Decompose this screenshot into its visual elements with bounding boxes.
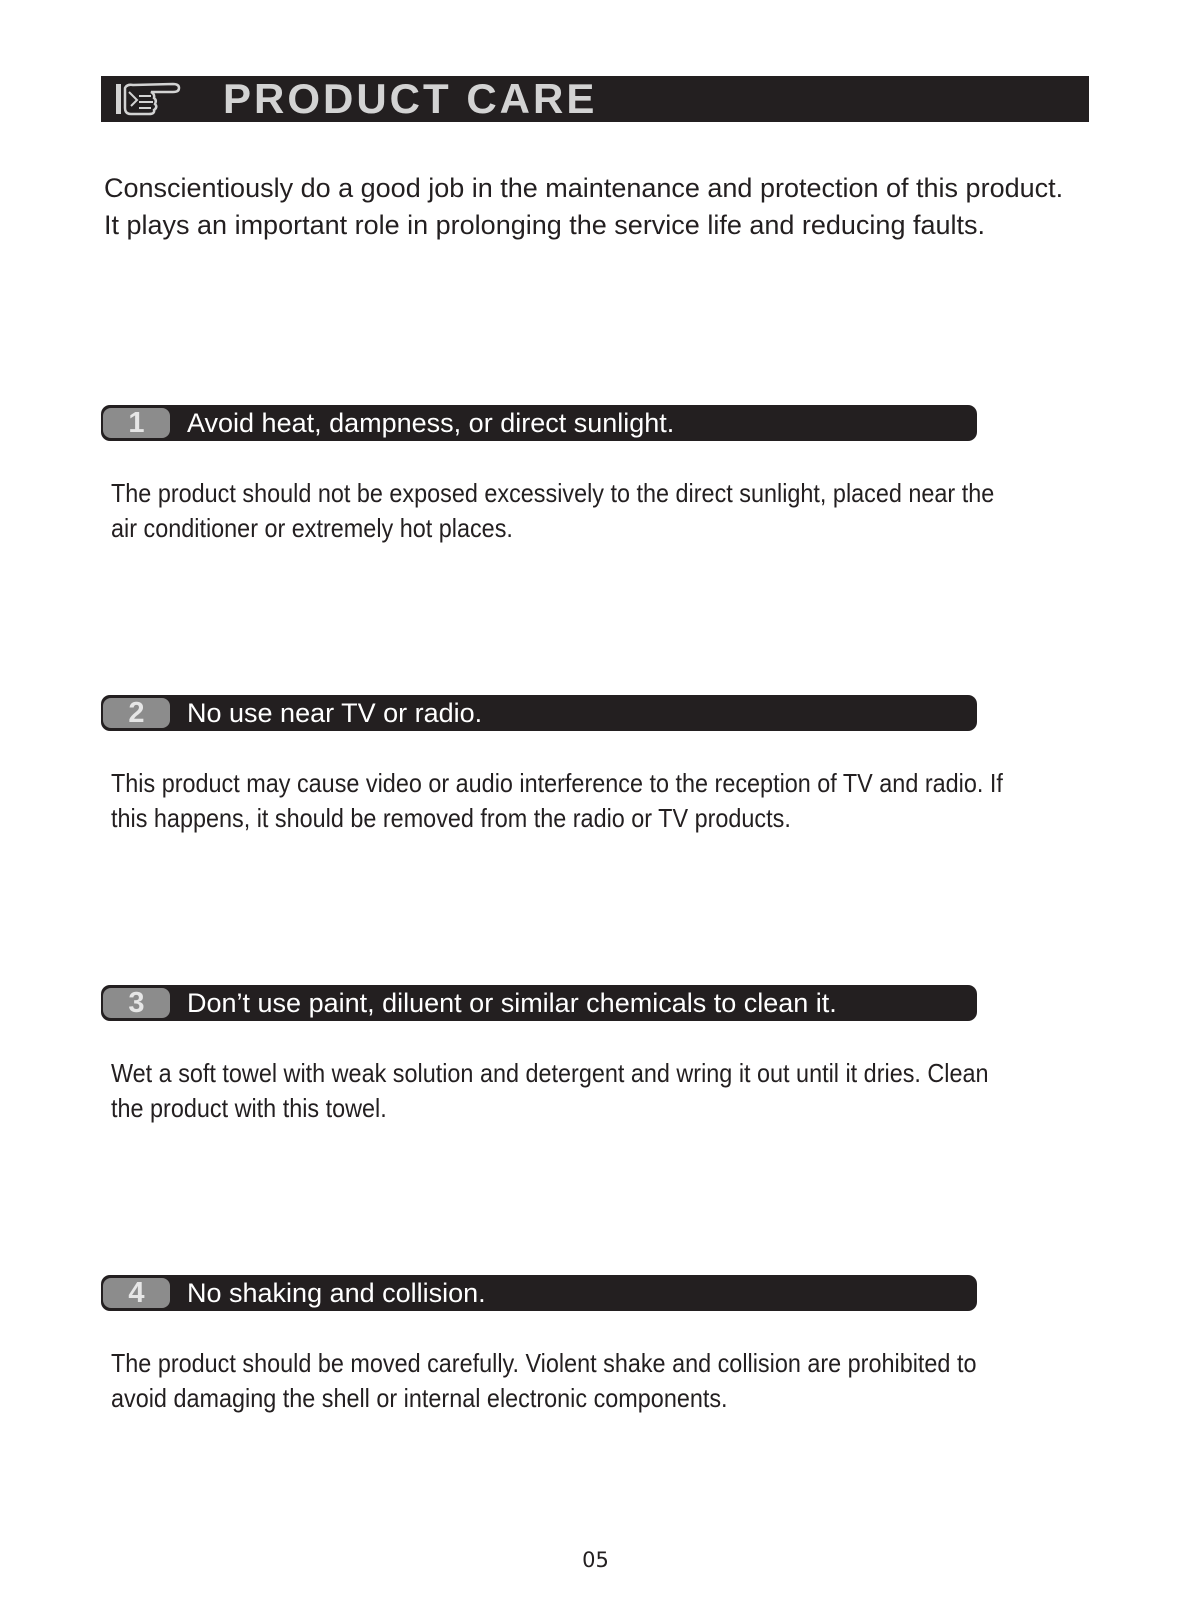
section-number-badge: 3 [103, 988, 170, 1018]
section-body-3: Wet a soft towel with weak solution and detergent and wring it out until it dries. Clean the product with this towel. [111, 1058, 989, 1123]
section-header-4 [101, 1275, 977, 1311]
section-header-3 [101, 985, 977, 1021]
section-number-badge: 1 [103, 408, 170, 438]
section-header-2 [101, 695, 977, 731]
pointing-hand-icon [113, 78, 183, 120]
section-body-1: The product should not be exposed excessively to the direct sunlight, placed near the air conditioner or extremely hot places. [111, 478, 995, 543]
section-number-badge: 2 [103, 698, 170, 728]
section-number-badge: 4 [103, 1278, 170, 1308]
page-number: 05 [582, 1548, 609, 1572]
page-title: PRODUCT CARE [223, 75, 598, 122]
section-title: No shaking and collision. [187, 1278, 486, 1308]
section-body-4: The product should be moved carefully. Violent shake and collision are prohibited to avoid damaging the shell or internal electronic components. [111, 1348, 977, 1413]
section-header-1 [101, 405, 977, 441]
section-body-2: This product may cause video or audio interference to the reception of TV and radio. If this happens, it should be removed from the radio or TV products. [111, 768, 1003, 833]
section-title: No use near TV or radio. [187, 698, 483, 728]
section-title: Don’t use paint, diluent or similar chemicals to clean it. [187, 988, 837, 1018]
intro-paragraph: Conscientiously do a good job in the maintenance and protection of this product. It plays an important role in prolonging the service life and reducing faults. [104, 173, 1064, 240]
page-header [101, 76, 1089, 122]
section-title: Avoid heat, dampness, or direct sunlight. [187, 408, 675, 438]
